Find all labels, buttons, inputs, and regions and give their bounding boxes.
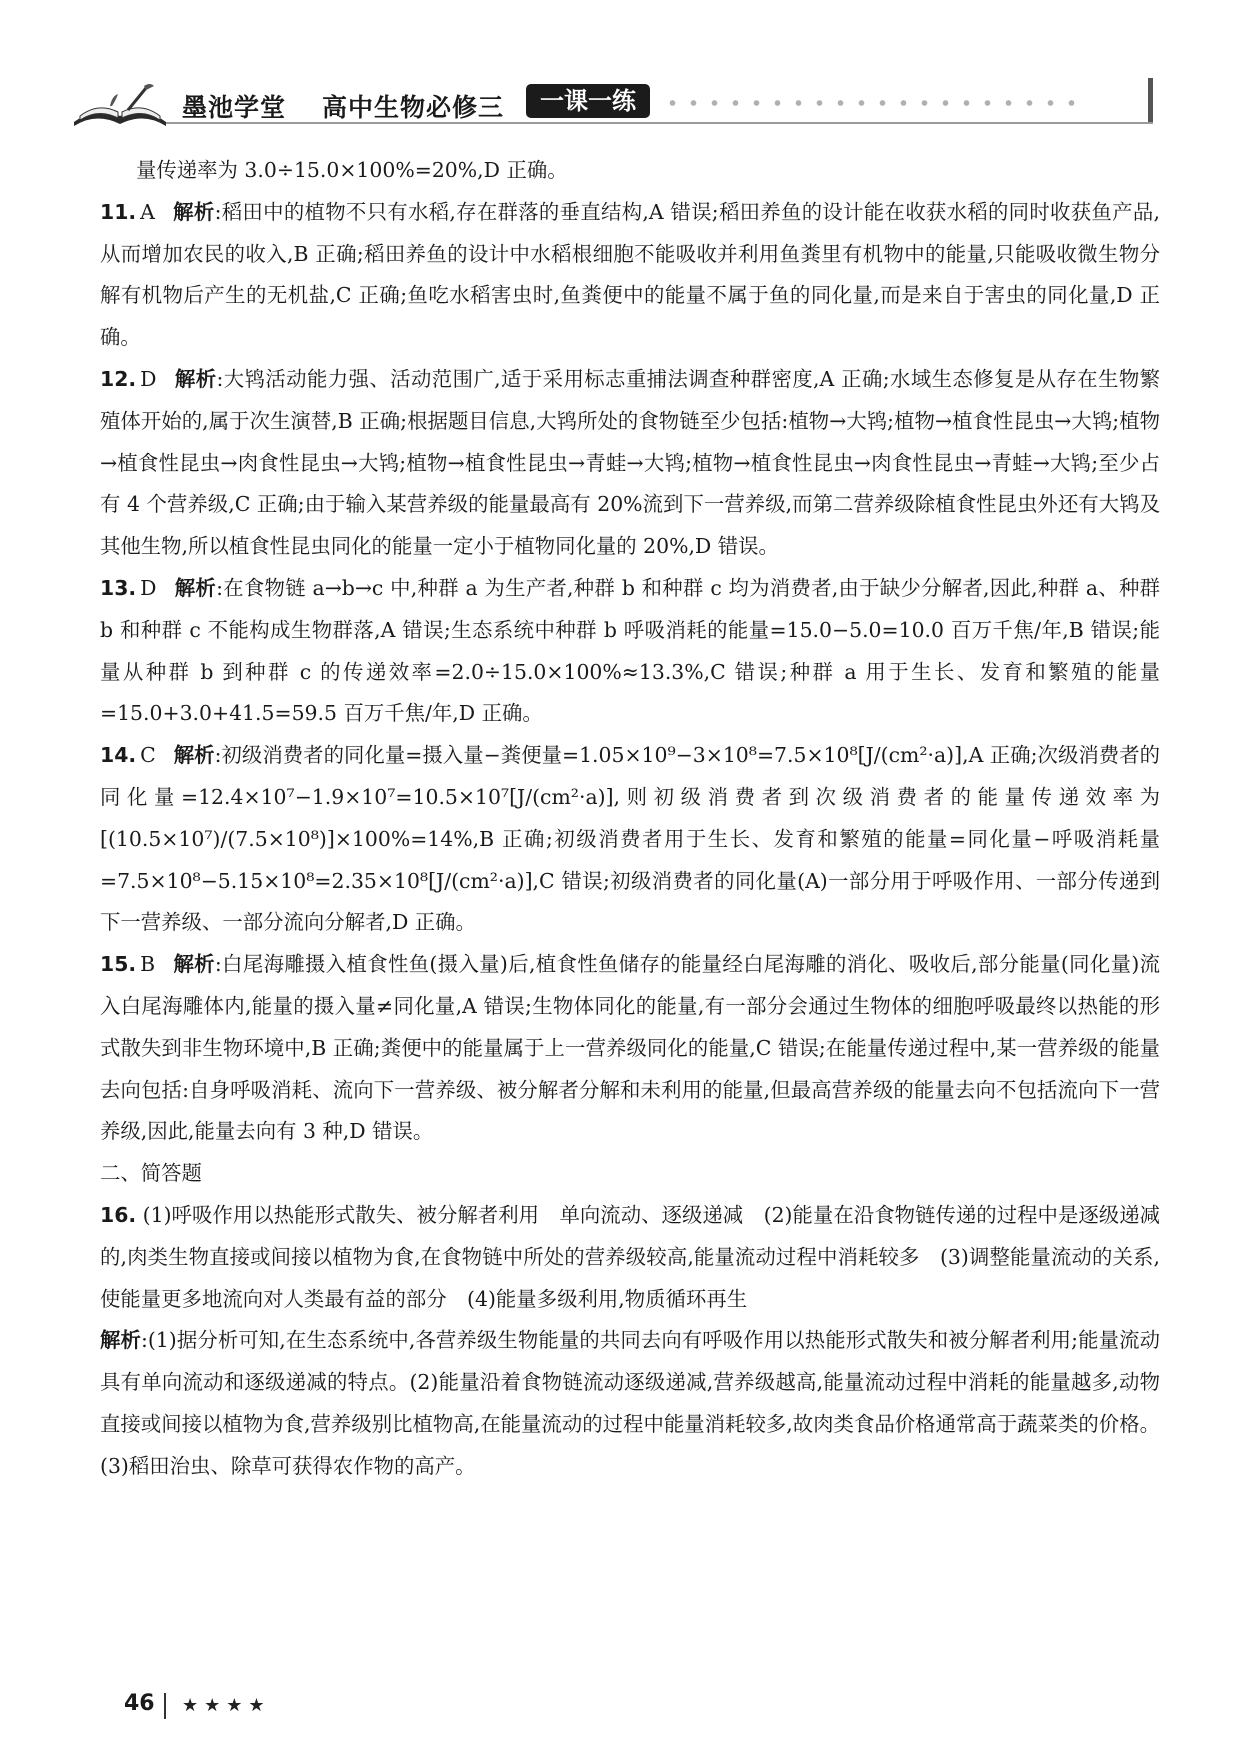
answer-item-11: [100, 192, 1160, 359]
series-title: 高中生物必修三: [322, 93, 505, 122]
difficulty-stars: ★★★★: [182, 1695, 271, 1716]
item-number: 12.: [100, 366, 137, 391]
analysis-text: :初级消费者的同化量=摄入量−粪便量=1.05×10⁹−3×10⁸=7.5×10⁸[J/(cm²·a)],A 正确;次级消费者的同化量=12.4×10⁷−1.9×10⁷=10.5×10⁷[J/(cm²·a)],则初级消费者到次级消费者的能量传递效率为[(10.5×10⁷)/(7.5×10⁸)]×100%=14%,B 正确;初级消费者用于生长、发育和繁殖的能量=同化量−呼吸消耗量=7.5×10⁸−5.15×10⁸=2.35×10⁸[J/(cm²·a)],C 错误;初级消费者的同化量(A)一部分用于呼吸作用、一部分传递到下一营养级、一部分流向分解者,D 正确。: [100, 743, 1161, 935]
item-number: 15.: [100, 952, 137, 977]
item-answer: D: [140, 366, 157, 391]
item-number: 14.: [100, 743, 137, 768]
analysis-text: :在食物链 a→b→c 中,种群 a 为生产者,种群 b 和种群 c 均为消费者,由于缺少分解者,因此,种群 a、种群 b 和种群 c 不能构成生物群落,A 错误;生态系统中种群 b 呼吸消耗的能量=15.0−5.0=10.0 百万千焦/年,B 错误;能量从种群 b 到种群 c 的传递效率=2.0÷15.0×100%≈13.3%,C 错误;种群 a 用于生长、发育和繁殖的能量=15.0+3.0+41.5=59.5 百万千焦/年,D 正确。: [100, 575, 1161, 726]
intro-line: 量传递率为 3.0÷15.0×100%=20%,D 正确。: [136, 158, 568, 182]
answer-item-16: [100, 1195, 1160, 1320]
item-answer-text: (1)呼吸作用以热能形式散失、被分解者利用 单向流动、逐级递减 (2)能量在沿食物链传递的过程中是逐级递减的,肉类生物直接或间接以植物为食,在食物链中所处的营养级较高,能量流动过程中消耗较多 (3)调整能量流动的关系,使能量更多地流向对人类最有益的部分 (4)能量多级利用,物质循环再生: [100, 1202, 1161, 1311]
answer-item-14: [100, 735, 1160, 944]
answer-item-12: [100, 359, 1160, 568]
analysis-label: 解析: [174, 366, 217, 391]
page-number: 46: [124, 1691, 155, 1716]
analysis-label: 解析: [173, 952, 215, 977]
analysis-label: 解析: [172, 199, 215, 224]
section-title: 二、简答题: [100, 1161, 202, 1186]
item-number: 11.: [100, 199, 137, 224]
page-header: [70, 78, 1160, 128]
header-rule: [166, 122, 1153, 124]
analysis-text: :大鸨活动能力强、活动范围广,适于采用标志重捕法调查种群密度,A 正确;水域生态修复是从存在生物繁殖体开始的,属于次生演替,B 正确;根据题目信息,大鸨所处的食物链至少包括:植物→大鸨;植物→植食性昆虫→大鸨;植物→植食性昆虫→肉食性昆虫→大鸨;植物→植食性昆虫→青蛙→大鸨;植物→植食性昆虫→肉食性昆虫→青蛙→大鸨;至少占有 4 个营养级,C 正确;由于输入某营养级的能量最高有 20%流到下一营养级,而第二营养级除植食性昆虫外还有大鸨及其他生物,所以植食性昆虫同化的能量一定小于植物同化量的 20%,D 错误。: [100, 366, 1161, 559]
item-answer: C: [140, 743, 156, 768]
analysis-text: :白尾海雕摄入植食性鱼(摄入量)后,植食性鱼储存的能量经白尾海雕的消化、吸收后,部分能量(同化量)流入白尾海雕体内,能量的摄入量≠同化量,A 错误;生物体同化的能量,有一部分会通过生物体的细胞呼吸最终以热能的形式散失到非生物环境中,B 正确;粪便中的能量属于上一营养级同化的能量,C 错误;在能量传递过程中,某一营养级的能量去向包括:自身呼吸消耗、流向下一营养级、被分解者分解和未利用的能量,但最高营养级的能量去向不包括流向下一营养级,因此,能量去向有 3 种,D 错误。: [100, 952, 1161, 1144]
footer-divider: [164, 1693, 166, 1719]
analysis-text: :稻田中的植物不只有水稻,存在群落的垂直结构,A 错误;稻田养鱼的设计能在收获水稻的同时收获鱼产品,从而增加农民的收入,B 正确;稻田养鱼的设计中水稻根细胞不能吸收并利用鱼粪里有机物中的能量,只能吸收微生物分解有机物后产生的无机盐,C 正确;鱼吃水稻害虫时,鱼粪便中的能量不属于鱼的同化量,而是来自于害虫的同化量,D 正确。: [100, 199, 1161, 350]
series-badge: 一课一练: [526, 84, 650, 118]
answer-content: [100, 150, 1160, 1488]
item-answer: B: [140, 952, 156, 977]
analysis-label: 解析: [173, 743, 215, 768]
answer-item-13: [100, 568, 1160, 735]
brand-name: 墨池学堂: [182, 93, 287, 122]
answer-item-15: [100, 944, 1160, 1153]
page-footer: [124, 1687, 524, 1727]
analysis-16: [100, 1320, 1160, 1487]
item-answer: D: [140, 575, 157, 600]
item-answer: A: [140, 199, 155, 224]
header-end-bar: [1148, 78, 1153, 122]
item-number: 16.: [100, 1202, 137, 1227]
decorative-dots: [662, 98, 1088, 108]
analysis-text: :(1)据分析可知,在生态系统中,各营养级生物能量的共同去向有呼吸作用以热能形式散失和被分解者利用;能量流动具有单向流动和逐级递减的特点。(2)能量沿着食物链流动逐级递减,营养级越高,能量流动过程中消耗的能量越多,动物直接或间接以植物为食,营养级别比植物高,在能量流动的过程中能量消耗较多,故肉类食品价格通常高于蔬菜类的价格。(3)稻田治虫、除草可获得农作物的高产。: [100, 1328, 1160, 1478]
analysis-label: 解析: [174, 575, 217, 600]
open-book-icon: [70, 82, 170, 128]
analysis-label: 解析: [100, 1328, 141, 1353]
item-number: 13.: [100, 575, 137, 600]
